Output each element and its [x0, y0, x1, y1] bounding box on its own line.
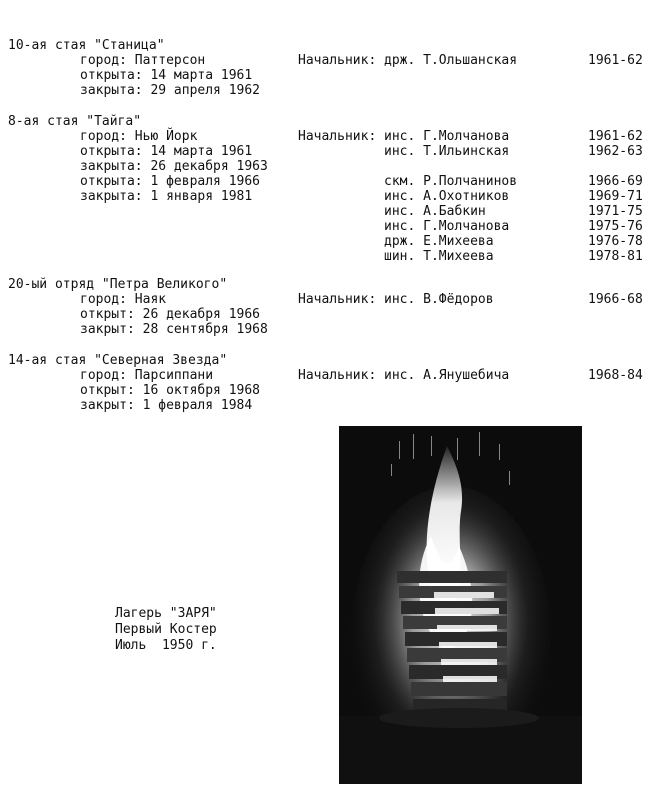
group-opened: открыта: 14 марта 1961: [80, 68, 253, 83]
leaders-label: Начальник:: [298, 292, 377, 307]
group-closed: закрыта: 26 декабря 1963: [80, 159, 268, 174]
group-title: 14-ая стая "Северная Звезда": [8, 353, 228, 368]
leader-years: 1961-62: [588, 129, 643, 144]
group-opened-2: открыта: 1 февраля 1966: [80, 174, 261, 189]
group-city: город: Парсиппани: [80, 368, 214, 383]
group-title: 20-ый отряд "Петра Великого": [8, 277, 228, 292]
leader-years: 1962-63: [588, 144, 643, 159]
group-city: город: Паттерсон: [80, 53, 206, 68]
group-closed-2: закрыта: 1 января 1981: [80, 189, 253, 204]
leader-years: 1975-76: [588, 219, 643, 234]
group-city: город: Нью Йорк: [80, 129, 198, 144]
leader-name: инс. Т.Ильинская: [384, 144, 510, 159]
leader-name: инс. Г.Молчанова: [384, 129, 510, 144]
leader-name: држ. Е.Михеева: [384, 234, 494, 249]
leaders-label: Начальник:: [298, 53, 377, 68]
group-title: 8-ая стая "Тайга": [8, 114, 142, 129]
bonfire-photo: [339, 426, 582, 784]
leader-years: 1971-75: [588, 204, 643, 219]
group-opened: открыт: 26 декабря 1966: [80, 307, 261, 322]
leader-name: инс. В.Фёдоров: [384, 292, 494, 307]
leader-years: 1966-68: [588, 292, 643, 307]
leader-years: 1969-71: [588, 189, 643, 204]
group-opened: открыта: 14 марта 1961: [80, 144, 253, 159]
leader-name: инс. А.Охотников: [384, 189, 510, 204]
leader-name: инс. Г.Молчанова: [384, 219, 510, 234]
group-opened: открыт: 16 октября 1968: [80, 383, 261, 398]
leader-years: 1968-84: [588, 368, 643, 383]
group-city: город: Наяк: [80, 292, 167, 307]
leader-name: инс. А.Бабкин: [384, 204, 486, 219]
leader-name: скм. Р.Полчанинов: [384, 174, 518, 189]
caption-line-2: Первый Костер: [115, 622, 217, 637]
leaders-label: Начальник:: [298, 368, 377, 383]
caption-line-3: Июль 1950 г.: [115, 638, 217, 653]
leader-years: 1976-78: [588, 234, 643, 249]
leader-years: 1966-69: [588, 174, 643, 189]
caption-line-1: Лагерь "ЗАРЯ": [115, 606, 217, 621]
group-closed: закрыт: 28 сентября 1968: [80, 322, 268, 337]
group-closed: закрыт: 1 февраля 1984: [80, 398, 253, 413]
leaders-label: Начальник:: [298, 129, 377, 144]
leader-name: инс. А.Янушебича: [384, 368, 510, 383]
bonfire-image: [339, 426, 582, 784]
leader-name: шин. Т.Михеева: [384, 249, 494, 264]
leader-years: 1978-81: [588, 249, 643, 264]
leader-years: 1961-62: [588, 53, 643, 68]
group-title: 10-ая стая "Станица": [8, 38, 165, 53]
leader-name: држ. Т.Ольшанская: [384, 53, 518, 68]
group-closed: закрыта: 29 апреля 1962: [80, 83, 261, 98]
